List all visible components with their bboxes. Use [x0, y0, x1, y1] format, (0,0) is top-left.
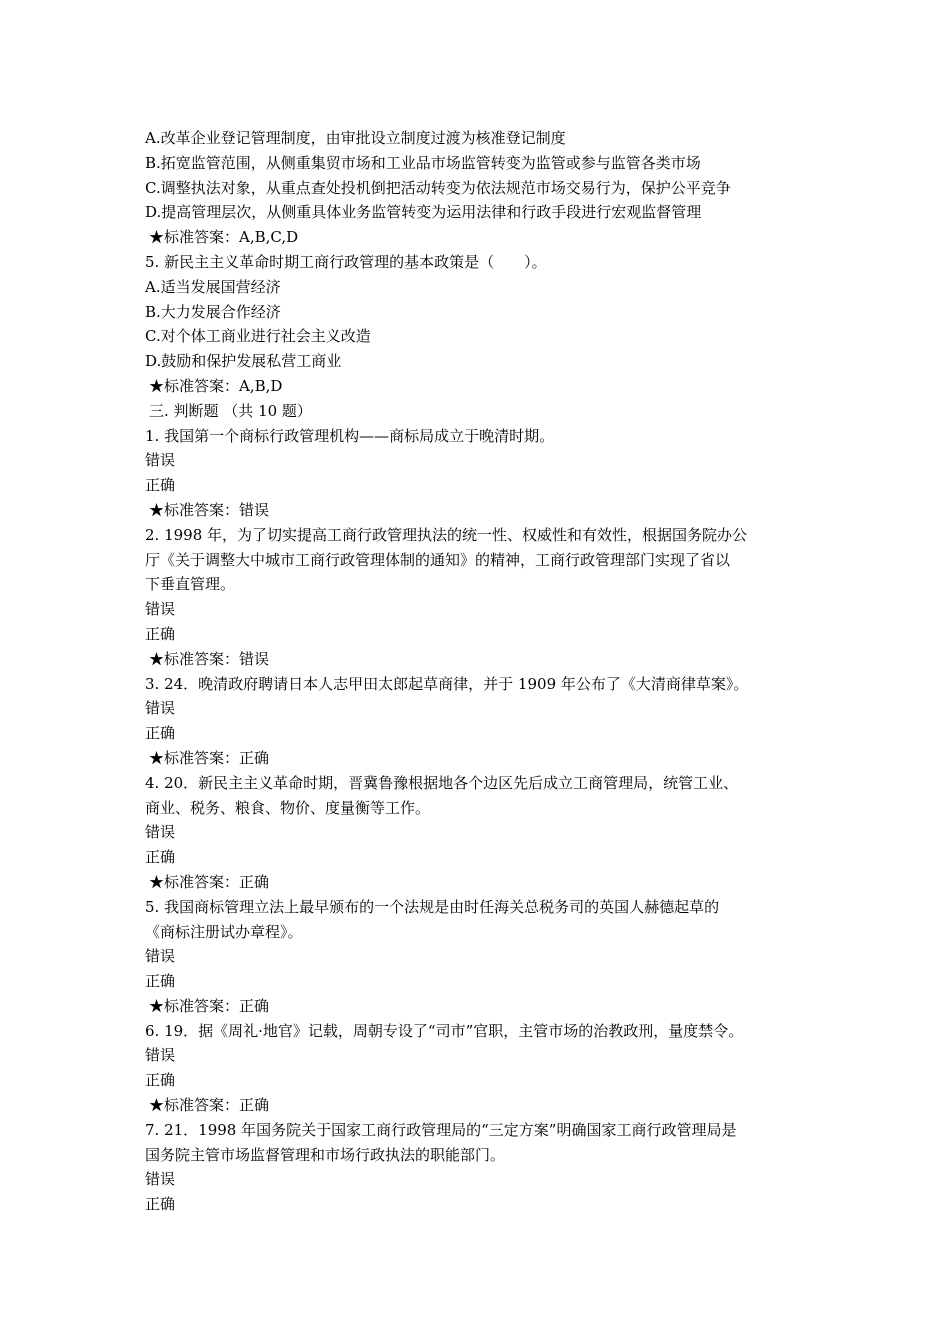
option-wrong: 错误	[145, 947, 176, 966]
question-text: 《商标注册试办章程》。	[145, 922, 303, 941]
option-text: C.对个体工商业进行社会主义改造	[145, 327, 371, 346]
question-text: 3. 24．晚清政府聘请日本人志甲田太郎起草商律，并于 1909 年公布了《大清商律草案》。	[145, 674, 749, 693]
option-text: A.改革企业登记管理制度，由审批设立制度过渡为核准登记制度	[145, 129, 566, 147]
standard-answer: ★标准答案：错误	[149, 649, 270, 668]
section-heading: 三. 判断题 （共 10 题）	[149, 401, 312, 420]
question-text: 1. 我国第一个商标行政管理机构——商标局成立于晚清时期。	[145, 426, 555, 445]
option-wrong: 错误	[145, 699, 176, 718]
question-text: 6. 19．据《周礼·地官》记载，周朝专设了“司市”官职，主管市场的治教政刑，量度禁令。	[145, 1021, 744, 1040]
option-text: B.拓宽监管范围，从侧重集贸市场和工业品市场监管转变为监管或参与监管各类市场	[145, 153, 701, 172]
question-text: 4. 20．新民主主义革命时期，晋冀鲁豫根据地各个边区先后成立工商管理局，统管工业、	[145, 773, 739, 792]
standard-answer: ★标准答案：正确	[149, 996, 270, 1015]
question-text: 5. 我国商标管理立法上最早颁布的一个法规是由时任海关总税务司的英国人赫德起草的	[145, 897, 720, 916]
question-text: 厅《关于调整大中城市工商行政管理体制的通知》的精神，工商行政管理部门实现了省以	[145, 550, 731, 569]
standard-answer: ★标准答案：正确	[149, 1096, 270, 1115]
option-correct: 正确	[145, 476, 176, 495]
option-text: C.调整执法对象，从重点查处投机倒把活动转变为依法规范市场交易行为，保护公平竞争	[145, 178, 731, 197]
option-correct: 正确	[145, 1071, 176, 1090]
standard-answer: ★标准答案：A,B,D	[149, 376, 283, 395]
option-correct: 正确	[145, 848, 176, 867]
option-wrong: 错误	[145, 1046, 176, 1065]
standard-answer: ★标准答案：错误	[149, 500, 270, 519]
standard-answer: ★标准答案：正确	[149, 872, 270, 891]
document-page	[145, 126, 815, 1217]
question-text: 商业、税务、粮食、物价、度量衡等工作。	[145, 798, 431, 817]
option-wrong: 错误	[145, 600, 176, 619]
option-correct: 正确	[145, 972, 176, 991]
question-text: 国务院主管市场监督管理和市场行政执法的职能部门。	[145, 1145, 506, 1164]
option-wrong: 错误	[145, 1170, 176, 1189]
option-correct: 正确	[145, 624, 176, 643]
question-text: 下垂直管理。	[145, 575, 236, 594]
option-text: A.适当发展国营经济	[145, 277, 281, 296]
standard-answer: ★标准答案：正确	[149, 748, 270, 767]
option-text: D.提高管理层次，从侧重具体业务监管转变为运用法律和行政手段进行宏观监督管理	[145, 203, 702, 222]
standard-answer: ★标准答案：A,B,C,D	[149, 228, 299, 247]
option-wrong: 错误	[145, 823, 176, 842]
option-correct: 正确	[145, 724, 176, 743]
option-text: D.鼓励和保护发展私营工商业	[145, 352, 342, 371]
option-text: B.大力发展合作经济	[145, 302, 281, 321]
option-wrong: 错误	[145, 451, 176, 470]
question-text: 2. 1998 年，为了切实提高工商行政管理执法的统一性、权威性和有效性，根据国务院办公	[145, 525, 748, 544]
question-text: 5. 新民主主义革命时期工商行政管理的基本政策是（ ）。	[145, 252, 547, 271]
question-text: 7. 21．1998 年国务院关于国家工商行政管理局的“三定方案”明确国家工商行政管理局是	[145, 1120, 737, 1139]
option-correct: 正确	[145, 1195, 176, 1214]
